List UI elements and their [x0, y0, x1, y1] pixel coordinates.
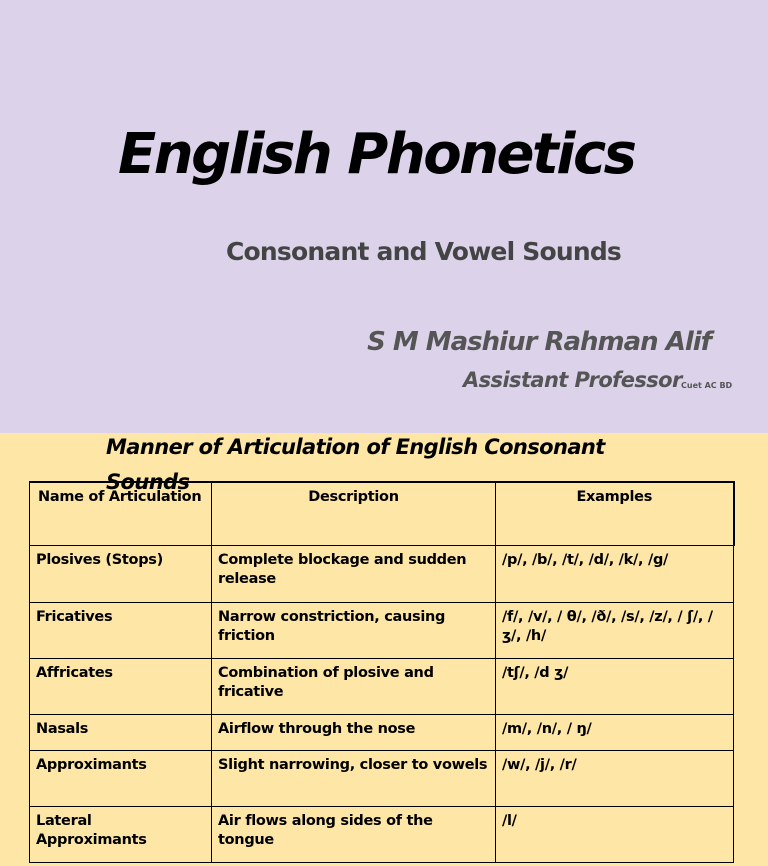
cell-description: Combination of plosive and fricative: [212, 659, 496, 715]
table-row: [30, 807, 734, 863]
cell-examples: /m/, /n/, / ŋ/: [496, 715, 734, 751]
author-role: Assistant Professor: [463, 368, 682, 392]
cell-name: Nasals: [30, 715, 212, 751]
cell-examples: /tʃ/, /d ʒ/: [496, 659, 734, 715]
table-heading: Manner of Articulation of English Consonant Sounds: [106, 435, 605, 494]
cell-description: Narrow constriction, causing friction: [212, 603, 496, 659]
cell-examples: /f/, /v/, / θ/, /ð/, /s/, /z/, / ʃ/, /ʒ/, /h/: [496, 603, 734, 659]
table-row: [30, 751, 734, 807]
slide-subtitle: Consonant and Vowel Sounds: [226, 237, 621, 266]
column-header-description: Description: [212, 482, 496, 546]
cell-examples: /w/, /j/, /r/: [496, 751, 734, 807]
author-name: S M Mashiur Rahman Alif: [367, 327, 711, 357]
cell-name: Lateral Approximants: [30, 807, 212, 863]
table-header-row: [30, 482, 734, 546]
column-header-name: Name of Articulation: [30, 482, 212, 546]
cell-examples: /l/: [496, 807, 734, 863]
cell-name: Plosives (Stops): [30, 546, 212, 603]
cell-name: Approximants: [30, 751, 212, 807]
table-row: [30, 659, 734, 715]
column-header-examples: Examples: [496, 482, 734, 546]
articulation-table: [29, 481, 735, 863]
cell-description: Airflow through the nose: [212, 715, 496, 751]
cell-description: Slight narrowing, closer to vowels: [212, 751, 496, 807]
table-row: [30, 715, 734, 751]
cell-description: Air flows along sides of the tongue: [212, 807, 496, 863]
affiliation-tag: Cuet AC BD: [681, 381, 733, 390]
cell-name: Affricates: [30, 659, 212, 715]
slide-title: English Phonetics: [118, 122, 635, 187]
table-row: [30, 603, 734, 659]
table-row: [30, 546, 734, 603]
cell-examples: /p/, /b/, /t/, /d/, /k/, /g/: [496, 546, 734, 603]
cell-name: Fricatives: [30, 603, 212, 659]
cell-description: Complete blockage and sudden release: [212, 546, 496, 603]
